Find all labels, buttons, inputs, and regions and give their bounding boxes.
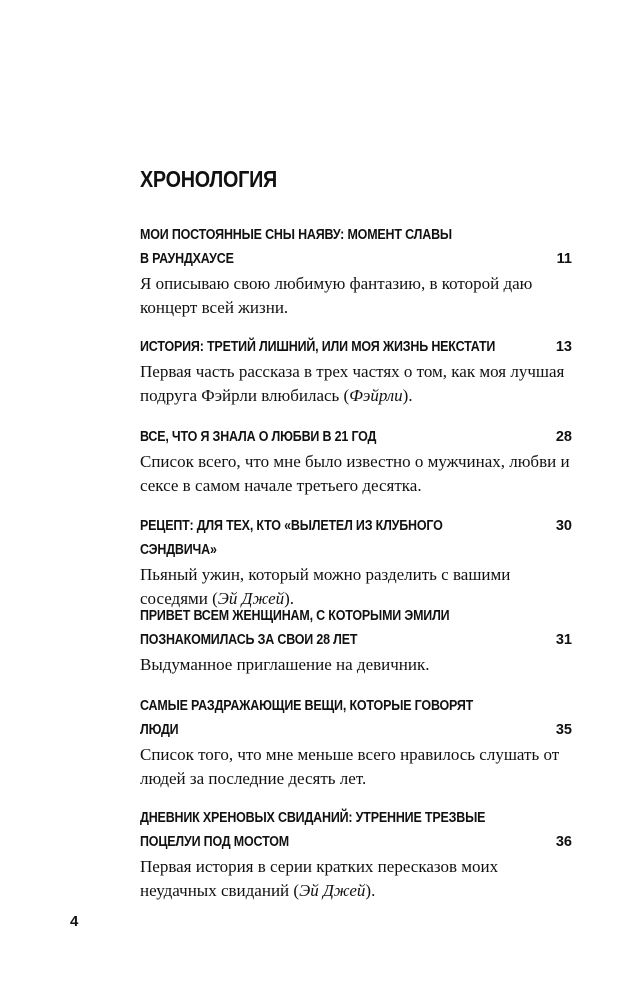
toc-entry [140, 335, 572, 408]
entry-description: Я описываю свою любимую фантазию, в которой даю концерт всей жизни. [140, 274, 533, 317]
entry-title [140, 223, 512, 271]
entry-description: Первая история в серии кратких пересказов моих неудачных свиданий (Эй Джей). [140, 857, 499, 900]
entry-page-number: 11 [556, 251, 572, 267]
entry-title-line: ПОЦЕЛУИ ПОД МОСТОМ [140, 834, 289, 850]
entry-title-line: МОИ ПОСТОЯННЫЕ СНЫ НАЯВУ: МОМЕНТ СЛАВЫ [140, 227, 452, 243]
entry-title-line: САМЫЕ РАЗДРАЖАЮЩИЕ ВЕЩИ, КОТОРЫЕ ГОВОРЯТ [140, 698, 474, 714]
toc-entry [140, 425, 572, 498]
entry-title-line: ПОЗНАКОМИЛАСЬ ЗА СВОИ 28 ЛЕТ [140, 632, 358, 648]
entry-title-line: ЛЮДИ [140, 722, 179, 738]
page-title: ХРОНОЛОГИЯ [140, 166, 278, 192]
entry-page-number: 28 [555, 429, 572, 445]
entry-description: Первая часть рассказа в трех частях о том, как моя лучшая подруга Фэйрли влюбилась (Фэйрли). [140, 362, 565, 405]
toc-entry [140, 223, 572, 320]
entry-page-number: 30 [555, 518, 572, 534]
entry-title [140, 514, 512, 562]
entry-title-line: ВСЕ, ЧТО Я ЗНАЛА О ЛЮБВИ В 21 ГОД [140, 429, 377, 445]
entry-title-line: ПРИВЕТ ВСЕМ ЖЕНЩИНАМ, С КОТОРЫМИ ЭМИЛИ [140, 608, 450, 624]
entry-page-number: 35 [555, 722, 572, 738]
toc-entry [140, 806, 572, 903]
entry-title [140, 335, 512, 359]
entry-title [140, 604, 512, 652]
entry-title [140, 806, 512, 854]
toc-entry [140, 694, 572, 791]
entry-title-line: ДНЕВНИК ХРЕНОВЫХ СВИДАНИЙ: УТРЕННИЕ ТРЕЗВЫЕ [140, 810, 486, 826]
entry-description: Пьяный ужин, который можно разделить с вашими соседями (Эй Джей). [140, 565, 511, 608]
entry-page-number: 13 [555, 339, 572, 355]
entry-page-number: 31 [555, 632, 572, 648]
entry-title-line: В РАУНДХАУСЕ [140, 251, 234, 267]
entry-description: Выдуманное приглашение на девичник. [140, 655, 430, 674]
entry-title [140, 425, 512, 449]
entry-description: Список всего, что мне было известно о мужчинах, любви и сексе в самом начале третьего десятка. [140, 452, 570, 495]
entry-title [140, 694, 512, 742]
entry-description: Список того, что мне меньше всего нравилось слушать от людей за последние десять лет. [140, 745, 560, 788]
entry-title-line: ИСТОРИЯ: ТРЕТИЙ ЛИШНИЙ, ИЛИ МОЯ ЖИЗНЬ НЕКСТАТИ [140, 339, 496, 355]
toc-entry [140, 604, 572, 677]
toc-entry [140, 514, 572, 611]
entry-title-line: РЕЦЕПТ: ДЛЯ ТЕХ, КТО «ВЫЛЕТЕЛ ИЗ КЛУБНОГО СЭНДВИЧА» [140, 518, 443, 558]
page-number: 4 [70, 913, 79, 930]
entry-page-number: 36 [555, 834, 572, 850]
